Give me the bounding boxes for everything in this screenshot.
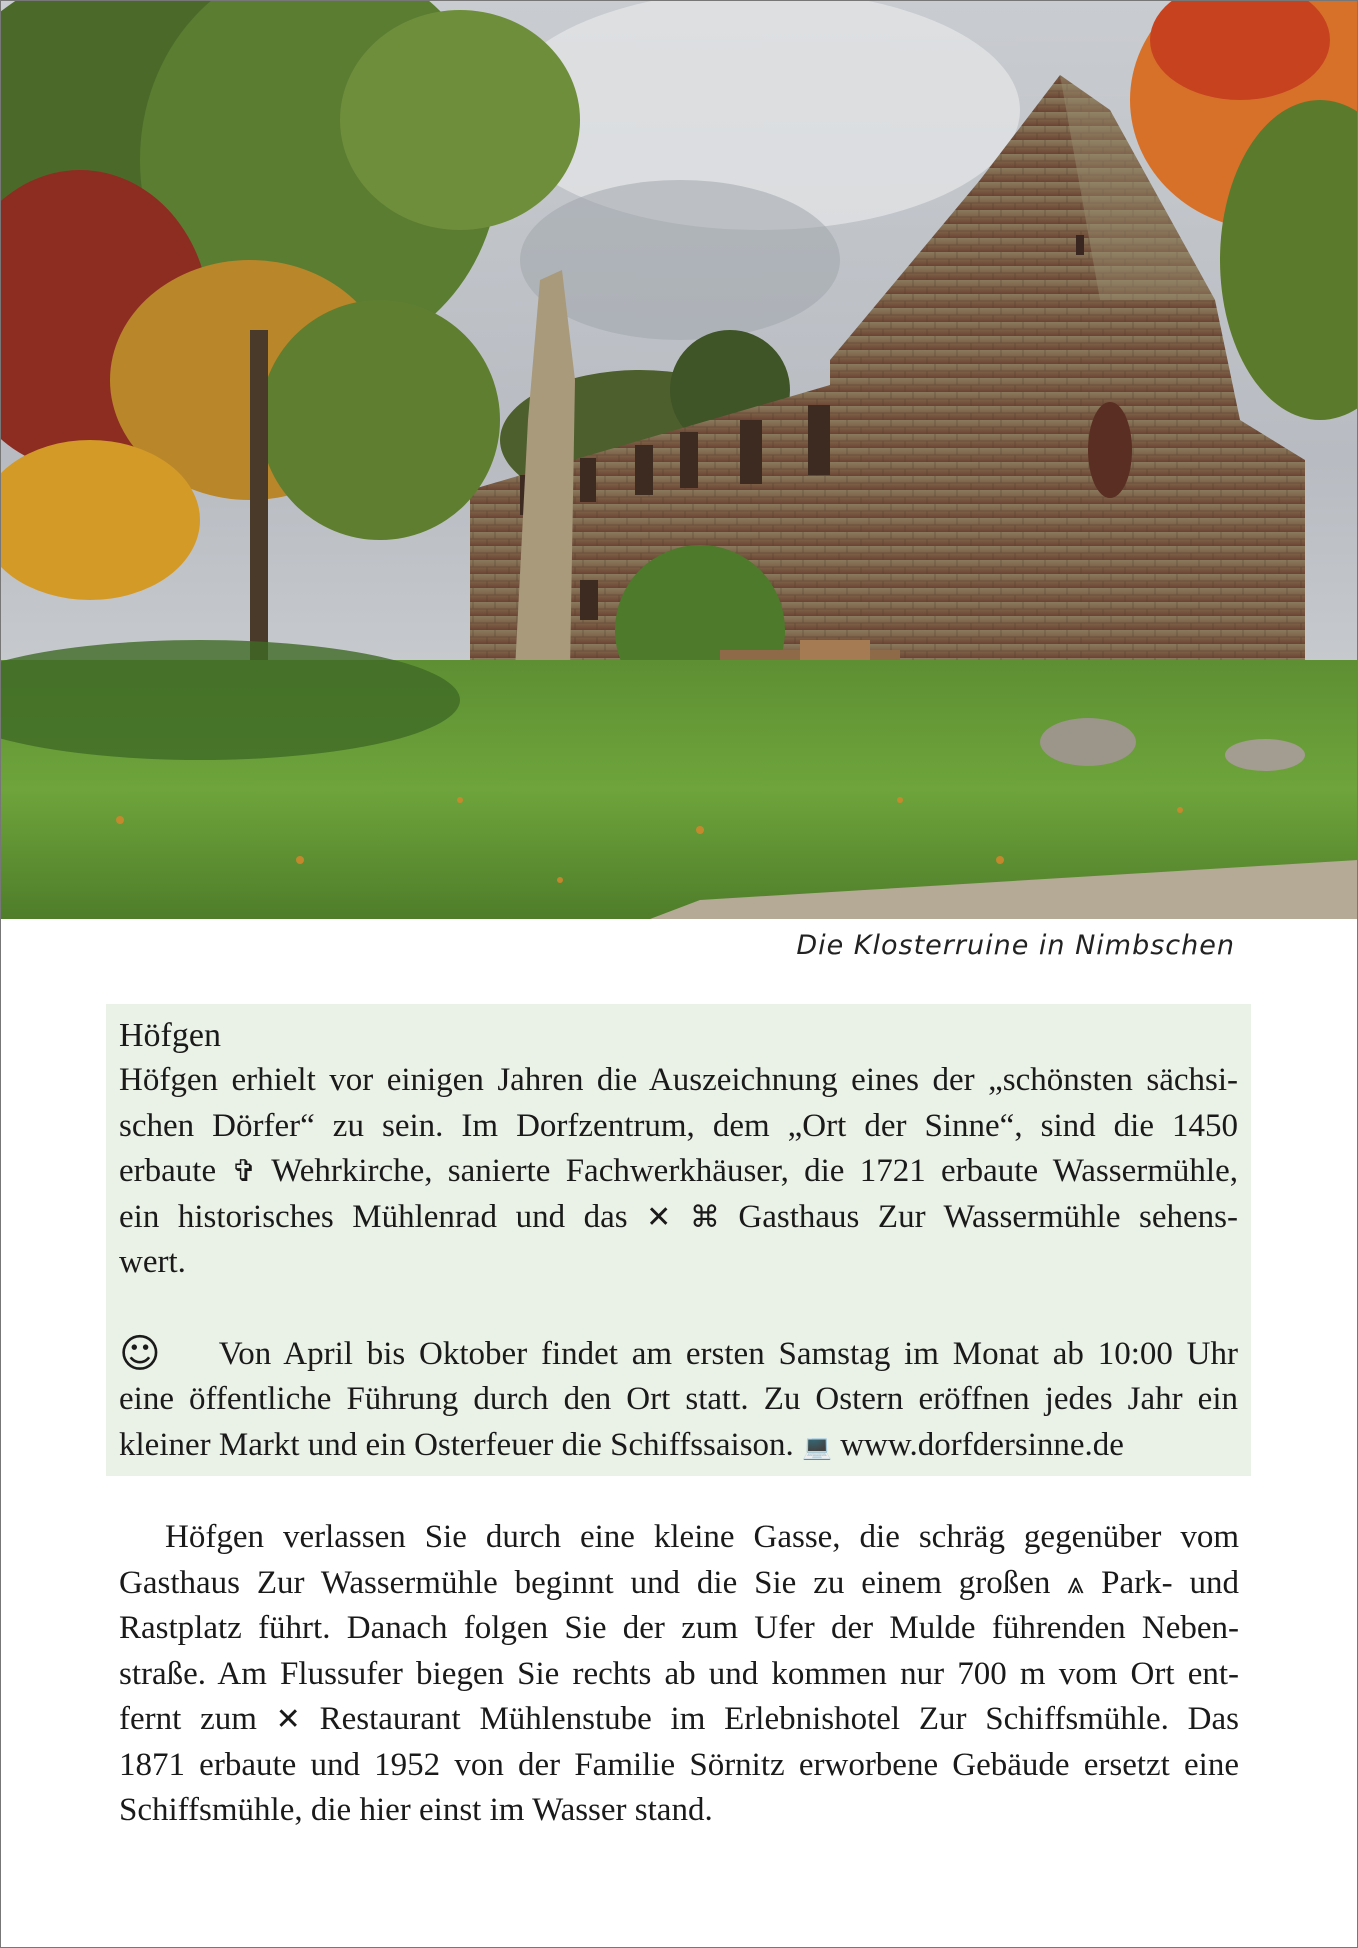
- text-line: Höfgen erhielt vor einigen Jahren die Auszeichnung eines der „schönsten sächsi-: [119, 1062, 1238, 1098]
- text-line: erbaute ✞ Wehrkirche, sanierte Fachwerkhäuser, die 1721 erbaute Wassermühle,: [119, 1153, 1238, 1189]
- info-box: [106, 1004, 1251, 1476]
- photo: [0, 0, 1358, 919]
- church-cross-icon: ✞: [231, 1154, 257, 1189]
- body-paragraph: [119, 1515, 1239, 1834]
- text-line: Höfgen verlassen Sie durch eine kleine Gasse, die schräg gegenüber vom: [165, 1519, 1239, 1555]
- photo-caption: Die Klosterruine in Nimbschen: [796, 930, 1235, 961]
- text-line: schen Dörfer“ zu sein. Im Dorfzentrum, dem „Ort der Sinne“, sind die 1450: [119, 1107, 1238, 1144]
- text-line: Schiffsmühle, die hier einst im Wasser stand.: [119, 1792, 713, 1828]
- text-line: fernt zum ✕ Restaurant Mühlenstube im Erlebnishotel Zur Schiffsmühle. Das: [119, 1701, 1240, 1737]
- laptop-icon: 💻: [802, 1432, 832, 1461]
- text-line: wert.: [119, 1244, 186, 1280]
- text-line: Gasthaus Zur Wassermühle beginnt und die Sie zu einem großen ⩓ Park- und: [119, 1564, 1239, 1601]
- text-line: eine öffentliche Führung durch den Ort statt. Zu Ostern eröffnen jedes Jahr ein: [119, 1381, 1238, 1417]
- website-link[interactable]: www.dorfdersinne.de: [831, 1426, 1124, 1463]
- section-title: Höfgen: [119, 1017, 221, 1054]
- restaurant-cutlery-icon: ✕: [275, 1702, 301, 1737]
- info-paragraph-1: [119, 1058, 1238, 1470]
- text-line: ☺ Von April bis Oktober findet am ersten Samstag im Monat ab 10:00 Uhr: [119, 1330, 1238, 1377]
- text-line: 1871 erbaute und 1952 von der Familie Sörnitz erworbene Gebäude ersetzt eine: [119, 1746, 1239, 1783]
- text-line: ein historisches Mühlenrad und das ✕ ⌘ Gasthaus Zur Wassermühle sehens-: [119, 1198, 1239, 1235]
- picnic-table-icon: ⩓: [1067, 1565, 1085, 1601]
- sight-command-icon: ⌘: [689, 1199, 720, 1235]
- restaurant-cutlery-icon: ✕: [646, 1199, 672, 1235]
- text-line: straße. Am Flussufer biegen Sie rechts ab und kommen nur 700 m vom Ort ent-: [119, 1655, 1239, 1692]
- smiley-icon: ☺: [119, 1330, 161, 1377]
- text-line: Rastplatz führt. Danach folgen Sie der zum Ufer der Mulde führenden Neben-: [119, 1610, 1239, 1646]
- text-line: kleiner Markt und ein Osterfeuer die Schiffssaison. 💻 www.dorfdersinne.de: [119, 1426, 1124, 1463]
- ruin-photo: [0, 0, 1358, 919]
